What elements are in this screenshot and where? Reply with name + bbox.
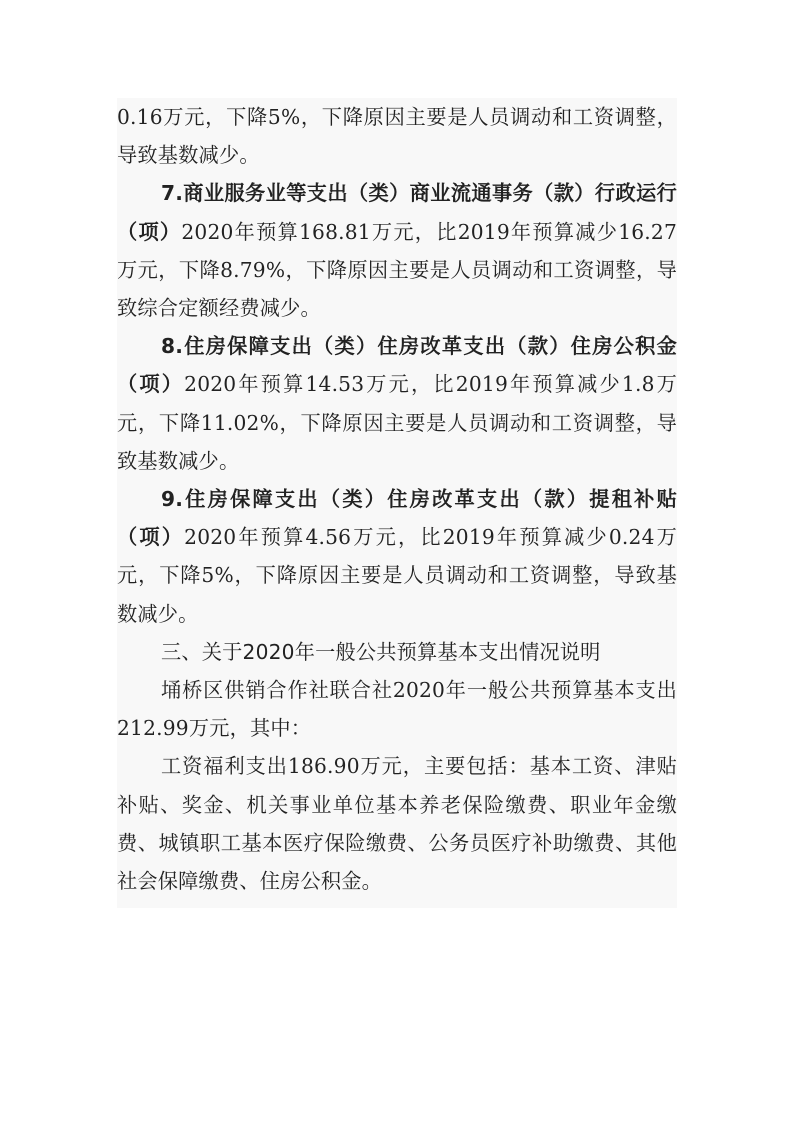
basic-expenditure-text: 埇桥区供销合作社联合社2020年一般公共预算基本支出212.99万元，其中： [117,678,677,741]
paragraph-salary-welfare [117,747,677,900]
paragraph-item-7 [117,174,677,327]
item-8-text: 2020年预算14.53万元，比2019年预算减少1.8万元，下降11.02%，下降原因主要是人员调动和工资调整，导致基数减少。 [117,372,677,473]
item-7-text: 2020年预算168.81万元，比2019年预算减少16.27万元，下降8.79%，下降原因主要是人员调动和工资调整，导致综合定额经费减少。 [117,219,677,321]
salary-welfare-text: 工资福利支出186.90万元，主要包括：基本工资、津贴补贴、奖金、机关事业单位基本养老保险缴费、职业年金缴费、城镇职工基本医疗保险缴费、公务员医疗补助缴费、其他社会保障缴费、住房公积金。 [117,754,677,894]
paragraph-basic-expenditure [117,671,677,747]
paragraph-text: 0.16万元，下降5%，下降原因主要是人员调动和工资调整，导致基数减少。 [117,105,677,168]
item-8-heading: 8.住房保障支出（类）住房改革支出（款）住房公积金（项） [117,334,677,397]
section-heading-3 [117,633,677,671]
section-heading-text: 三、关于2020年一般公共预算基本支出情况说明 [161,639,601,664]
item-9-text: 2020年预算4.56万元，比2019年预算减少0.24万元，下降5%，下降原因主要是人员调动和工资调整，导致基数减少。 [117,525,677,626]
paragraph-item-9 [117,480,677,633]
item-9-heading: 9.住房保障支出（类）住房改革支出（款）提租补贴（项） [117,487,677,550]
paragraph-continuation [117,98,677,174]
document-body [117,98,677,908]
paragraph-item-8 [117,327,677,480]
item-7-heading: 7.商业服务业等支出（类）商业流通事务（款）行政运行（项） [117,181,677,244]
